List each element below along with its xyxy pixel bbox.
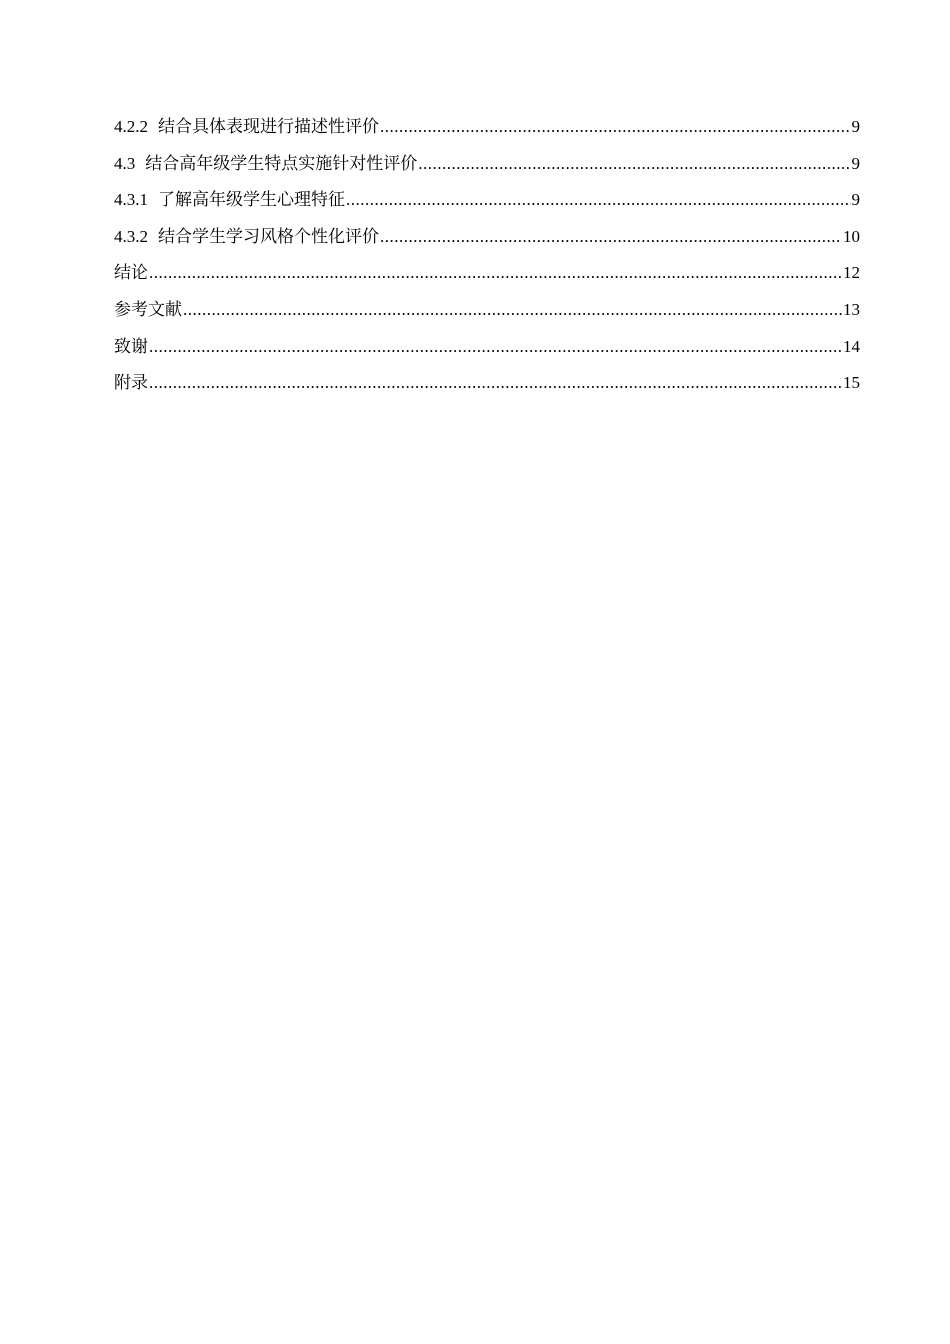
toc-entry-title: 结论	[114, 263, 148, 283]
toc-entry-conclusion[interactable]	[114, 260, 860, 297]
toc-entry-references[interactable]	[114, 297, 860, 334]
toc-entry-page: 13	[843, 299, 860, 319]
toc-entry-number: 4.3	[114, 153, 136, 173]
toc-dot-leader	[418, 151, 850, 177]
toc-entry-4-3-1[interactable]	[114, 187, 860, 224]
toc-entry-page: 12	[843, 263, 860, 283]
toc-entry-title: 结合具体表现进行描述性评价	[158, 117, 379, 136]
toc-entry-title: 致谢	[114, 336, 148, 356]
toc-entry-acknowledgements[interactable]	[114, 334, 860, 371]
toc-entry-page: 9	[851, 117, 860, 136]
toc-dot-leader	[149, 334, 842, 360]
toc-dot-leader	[380, 114, 851, 140]
toc-entry-page: 14	[843, 336, 860, 356]
toc-dot-leader	[149, 260, 842, 286]
toc-entry-title: 附录	[114, 373, 148, 393]
toc-entry-page: 9	[851, 190, 860, 210]
toc-entry-title: 结合学生学习风格个性化评价	[158, 226, 379, 246]
toc-entry-title: 了解高年级学生心理特征	[158, 190, 345, 210]
toc-entry-4-2-2[interactable]	[114, 114, 860, 151]
toc-entry-number: 4.3.1	[114, 190, 148, 210]
toc-entry-page: 9	[851, 153, 860, 173]
toc-entry-4-3-2[interactable]	[114, 224, 860, 261]
toc-dot-leader	[346, 187, 851, 213]
toc-entry-number: 4.2.2	[114, 117, 148, 136]
toc-entry-page: 15	[843, 373, 860, 393]
toc-dot-leader	[149, 370, 842, 396]
toc-entry-number: 4.3.2	[114, 226, 148, 246]
toc-entry-title: 参考文献	[114, 299, 182, 319]
toc-dot-leader	[183, 297, 842, 323]
toc-entry-appendix[interactable]	[114, 370, 860, 407]
toc-entry-title: 结合高年级学生特点实施针对性评价	[145, 153, 418, 173]
toc-dot-leader	[380, 224, 842, 250]
table-of-contents	[114, 114, 860, 407]
toc-entry-4-3[interactable]	[114, 151, 860, 188]
toc-entry-page: 10	[843, 226, 860, 246]
